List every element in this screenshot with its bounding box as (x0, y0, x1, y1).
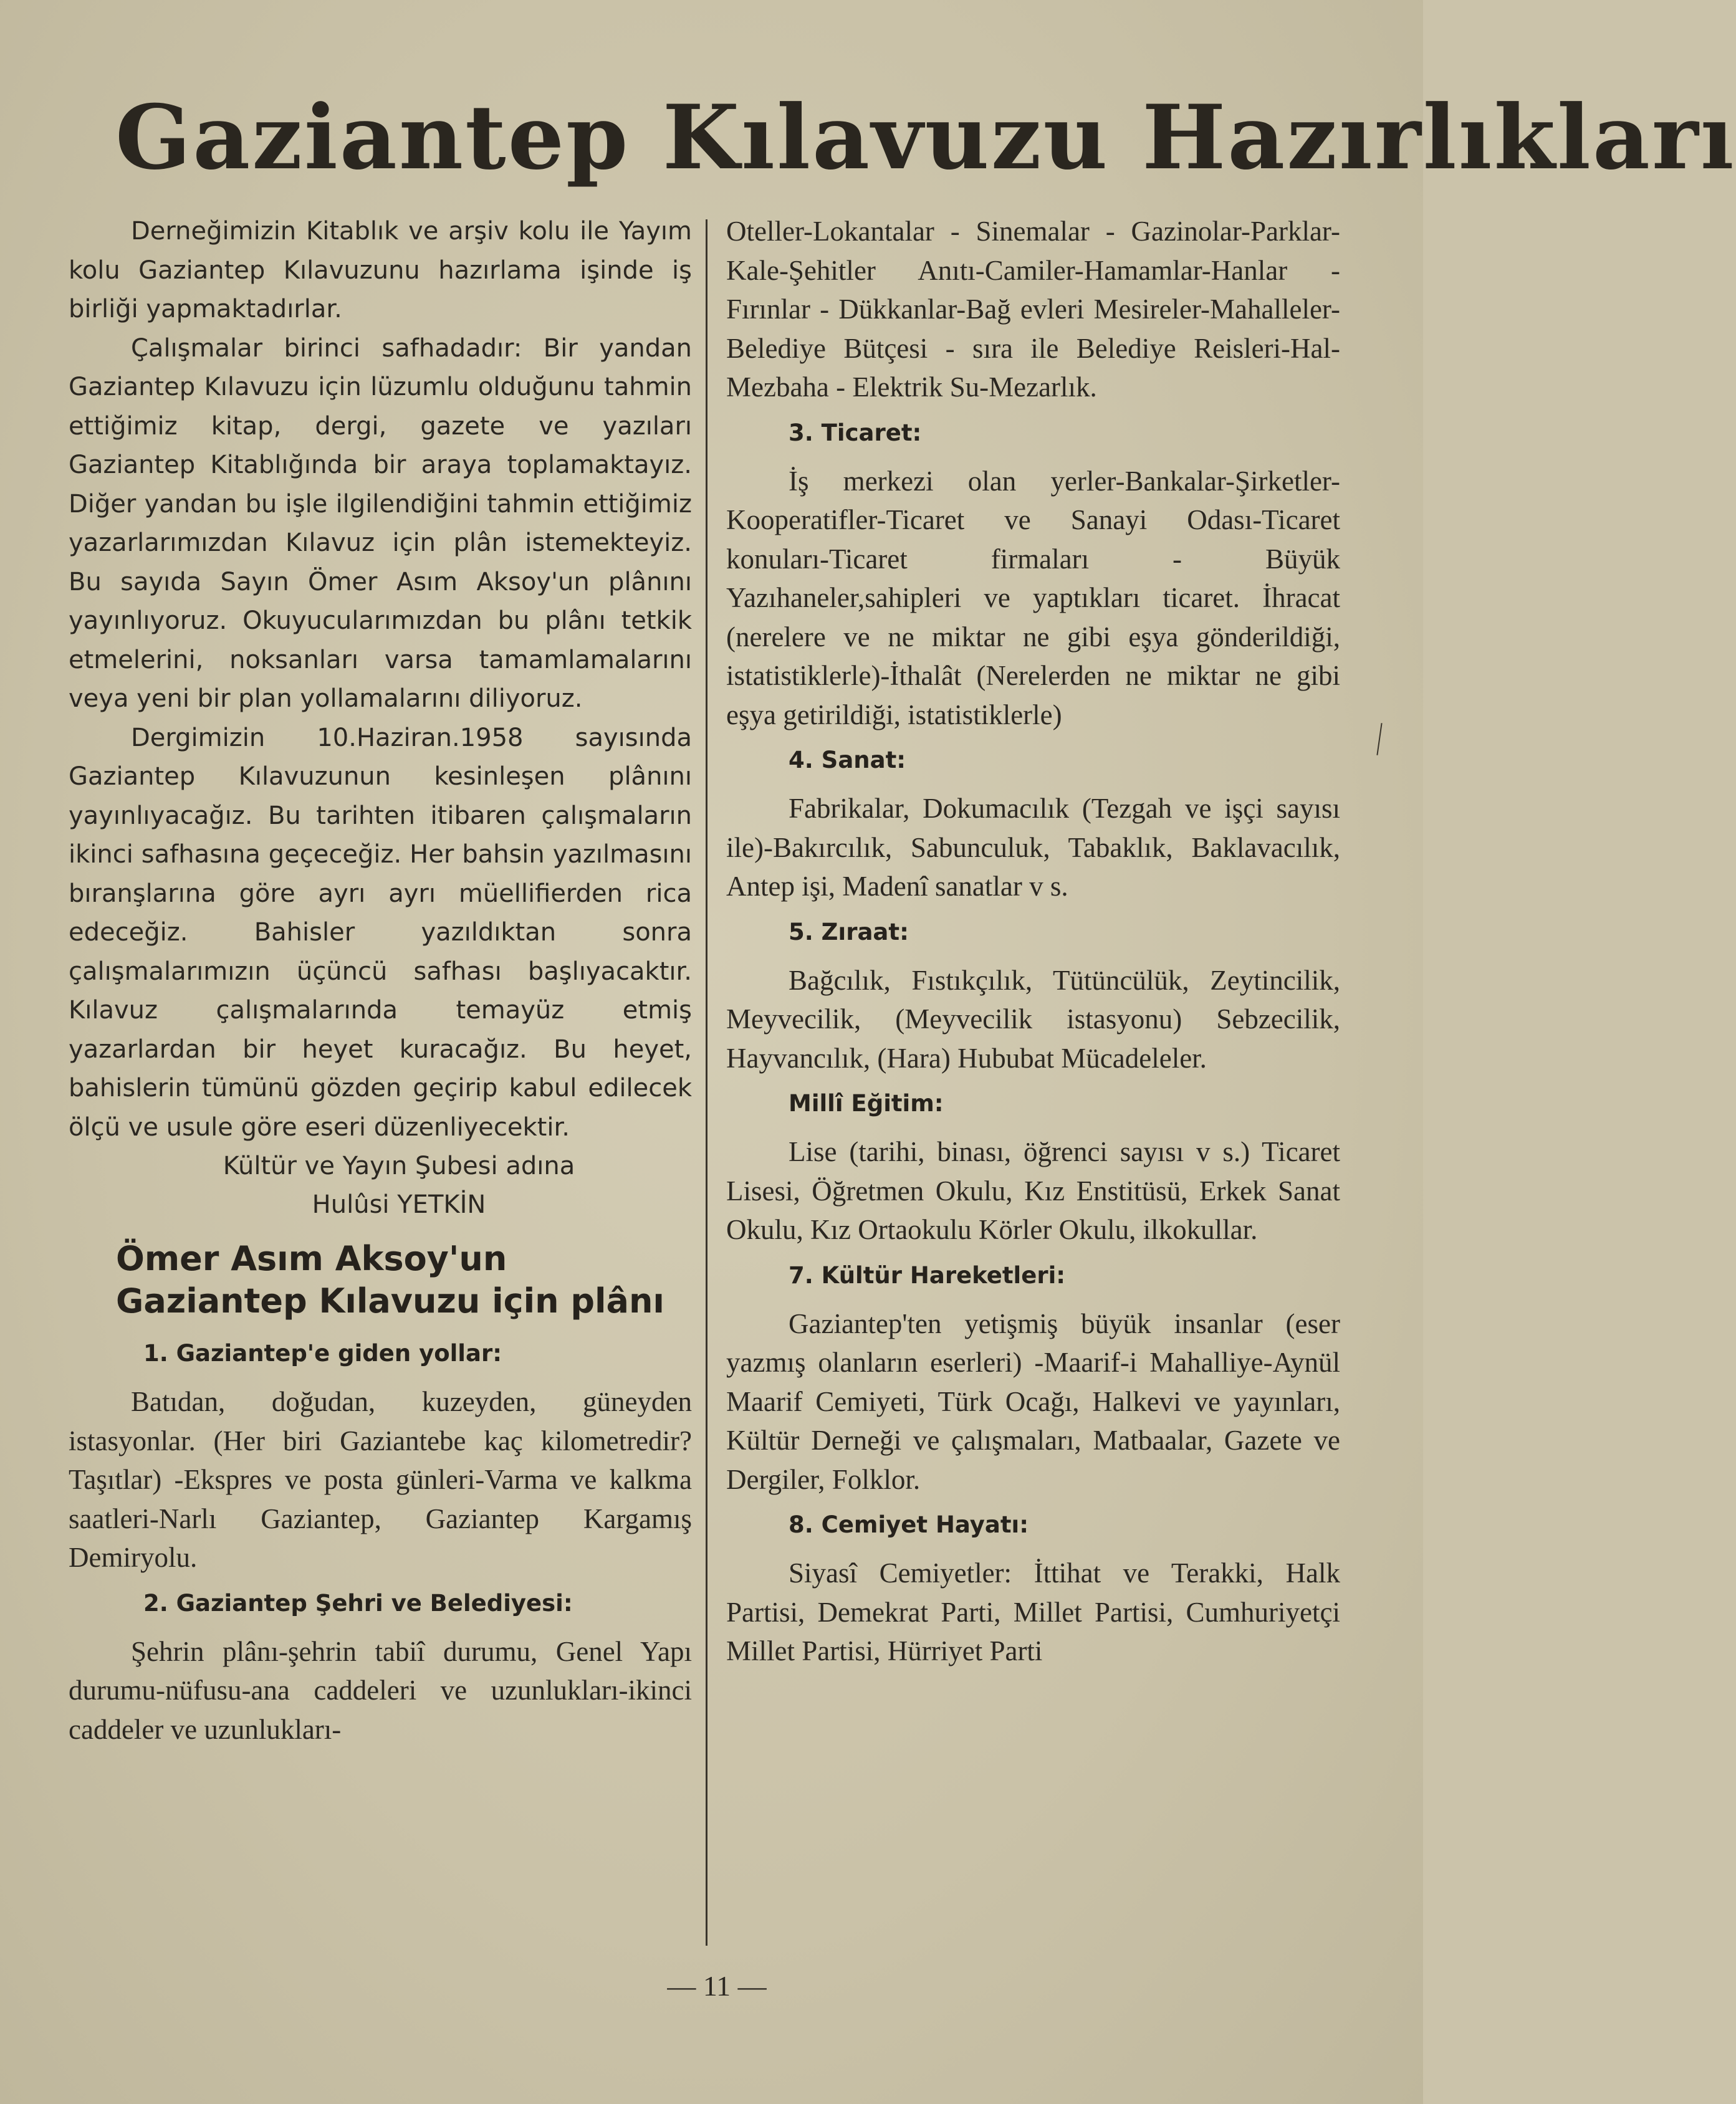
section-body: Gaziantep'ten yetişmiş büyük insanlar (eser yazmış olanların eserleri) -Maarif-i Mahalliye-Aynül Maarif Cemiyeti, Türk Ocağı, Halkevi ve yayınları, Kültür Derneği ve çalışmaları, Matbaalar, Gazete ve Dergiler, Folklor. (726, 1308, 1340, 1495)
section-body: Lise (tarihi, binası, öğrenci sayısı v s.) Ticaret Lisesi, Öğretmen Okulu, Kız Enstitüsü, Erkek Sanat Okulu, Kız Ortaokulu Körler Okulu, ilkokullar. (726, 1136, 1340, 1245)
intro-paragraph: Çalışmalar birinci safhadadır: Bir yandan Gaziantep Kılavuzu için lüzumlu olduğunu tahmin ettiğimiz kitap, dergi, gazete ve yazıları Gaziantep Kitablığında bir araya toplamaktayız. Diğer yandan bu işle ilgilendiğini tahmin ettiğimiz yazarlarımızdan Kılavuz için plân istemekteyiz. Bu sayıda Sayın Ömer Asım Aksoy'un plânını yayınlıyoruz. Okuyucularımızdan bu plânı tetkik etmelerini, noksanları varsa tamamlamalarını veya yeni bir plan yollamalarını diliyoruz. (69, 333, 692, 713)
section-heading: 8. Cemiyet Hayatı: (789, 1511, 1029, 1538)
column-divider (706, 219, 707, 1946)
section-heading: 3. Ticaret: (789, 419, 922, 446)
section-body: Siyasî Cemiyetler: İttihat ve Terakki, Halk Partisi, Demekrat Parti, Millet Partisi, Cumhuriyetçi Millet Partisi, Hürriyet Parti (726, 1557, 1340, 1666)
section-body: Şehrin plânı-şehrin tabiî durumu, Genel Yapı durumu-nüfusu-ana caddeleri ve uzunlukları-ikinci caddeler ve uzunlukları- (69, 1635, 692, 1745)
section-heading: 7. Kültür Hareketleri: (789, 1261, 1066, 1289)
section-heading: 4. Sanat: (789, 747, 906, 773)
section-body: Bağcılık, Fıstıkçılık, Tütüncülük, Zeytincilik, Meyvecilik, (Meyvecilik istasyonu) Sebzecilik, Hayvancılık, (Hara) Hububat Mücadeleler. (726, 964, 1340, 1074)
signature-org: Kültür ve Yayın Şubesi adına (223, 1152, 575, 1180)
signature-name: Hulûsi YETKİN (312, 1190, 486, 1219)
page-number: — 11 — (667, 1970, 767, 2002)
section-heading: 5. Zıraat: (789, 918, 909, 945)
margin-mark (1376, 723, 1382, 755)
section-body: İş merkezi olan yerler-Bankalar-Şirketler-Kooperatifler-Ticaret ve Sanayi Odası-Ticaret konuları-Ticaret firmaları - Büyük Yazıhaneler,sahipleri ve yaptıkları ticaret. İhracat (nerelere ve ne miktar ne gibi eşya gönderildiği, istatistiklerle)-İthalât (Nerelerden ne miktar ne gibi eşya getirildiği, istatistiklerle) (726, 465, 1340, 730)
section-heading: 2. Gaziantep Şehri ve Belediyesi: (143, 1589, 573, 1617)
section-body-continued: Oteller-Lokantalar - Sinemalar - Gazinolar-Parklar-Kale-Şehitler Anıtı-Camiler-Hamamlar-Hanlar - Fırınlar - Dükkanlar-Bağ evleri Mesireler-Mahalleler-Belediye Bütçesi - sıra ile Belediye Reisleri-Hal-Mezbaha - Elektrik Su-Mezarlık. (726, 216, 1340, 403)
plan-title: Ömer Asım Aksoy'un Gaziantep Kılavuzu için plânı (116, 1239, 664, 1321)
left-column (69, 212, 692, 1749)
section-body: Fabrikalar, Dokumacılık (Tezgah ve işçi sayısı ile)-Bakırcılık, Sabunculuk, Tabaklık, Baklavacılık, Antep işi, Madenî sanatlar v s. (726, 793, 1340, 902)
section-heading: Millî Eğitim: (789, 1090, 944, 1117)
right-column (726, 212, 1340, 1671)
page-title: Gaziantep Kılavuzu Hazırlıkları (115, 86, 1736, 189)
intro-paragraph: Derneğimizin Kitablık ve arşiv kolu ile Yayım kolu Gaziantep Kılavuzunu hazırlama işinde iş birliği yapmaktadırlar. (69, 217, 692, 323)
intro-paragraph: Dergimizin 10.Haziran.1958 sayısında Gaziantep Kılavuzunun kesinleşen plânını yayınlıyacağız. Bu tarihten itibaren çalışmaların ikinci safhasına geçeceğiz. Her bahsin yazılmasını bıranşlarına göre ayrı ayrı müellifierden rica edeceğiz. Bahisler yazıldıktan sonra çalışmalarımızın üçüncü safhası başlıyacaktır. Kılavuz çalışmalarında temayüz etmiş yazarlardan bir heyet kuracağız. Bu heyet, bahislerin tümünü gözden geçirip kabul edilecek ölçü ve usule göre eseri düzenliyecektir. (69, 723, 692, 1142)
signature-block (69, 1147, 692, 1224)
section-body: Batıdan, doğudan, kuzeyden, güneyden istasyonlar. (Her biri Gaziantebe kaç kilometredir? Taşıtlar) -Ekspres ve posta günleri-Varma ve kalkma saatleri-Narlı Gaziantep, Gaziantep Kargamış Demiryolu. (69, 1386, 692, 1573)
section-heading: 1. Gaziantep'e giden yollar: (143, 1340, 502, 1367)
